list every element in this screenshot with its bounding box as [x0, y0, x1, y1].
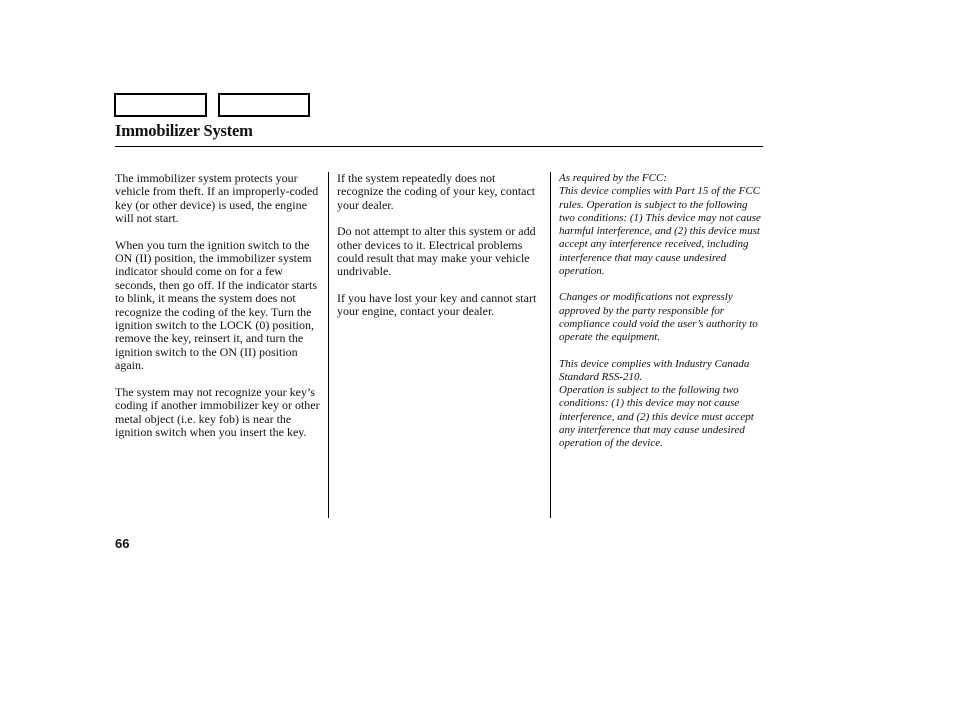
title-divider — [115, 146, 763, 147]
paragraph: If you have lost your key and cannot start your engine, contact your dealer. — [337, 290, 537, 319]
industry-canada-paragraph: This device complies with Industry Canada Standard RSS-210. Operation is subject to the following two conditions: (1) this device may not cause interference, and (2) this device must accept any interference that may cause undesired operation of the device. — [559, 357, 754, 450]
column-divider — [328, 172, 329, 518]
fcc-paragraph: As required by the FCC: This device complies with Part 15 of the FCC rules. Operation is subject to the following two conditions: (1) This device may not cause harmful interference, and (2) this device must accept any interference received, including interference that may cause undesired operation. — [559, 172, 761, 278]
fcc-paragraph: Changes or modifications not expressly approved by the party responsible for compliance could void the user’s authority to operate the equipment. — [559, 291, 758, 344]
paragraph: When you turn the ignition switch to the ON (II) position, the immobilizer system indicator should come on for a few seconds, then go off. If the indicator starts to blink, it means the system does not recognize the coding of the key. Turn the ignition switch to the LOCK (0) position, remove the key, reinsert it, and turn the ignition switch to the ON (II) position again. — [115, 237, 318, 373]
page-number: 66 — [115, 536, 130, 551]
paragraph: Do not attempt to alter this system or add other devices to it. Electrical problems could result that may make your vehicle undrivable. — [337, 224, 536, 279]
nav-button-main-menu[interactable] — [114, 93, 207, 117]
paragraph: If the system repeatedly does not recognize the coding of your key, contact your dealer. — [337, 171, 536, 212]
column-divider — [550, 172, 551, 518]
text-column-1 — [115, 172, 320, 452]
text-column-2 — [337, 172, 543, 332]
paragraph: The immobilizer system protects your vehicle from theft. If an improperly-coded key (or other device) is used, the engine will not start. — [115, 171, 319, 226]
fcc-notice-column — [559, 172, 765, 464]
paragraph: The system may not recognize your key’s coding if another immobilizer key or other metal object (i.e. key fob) is near the ignition switch when you insert the key. — [115, 384, 320, 439]
nav-button-table-of-contents[interactable] — [218, 93, 310, 117]
page-title: Immobilizer System — [115, 121, 253, 140]
